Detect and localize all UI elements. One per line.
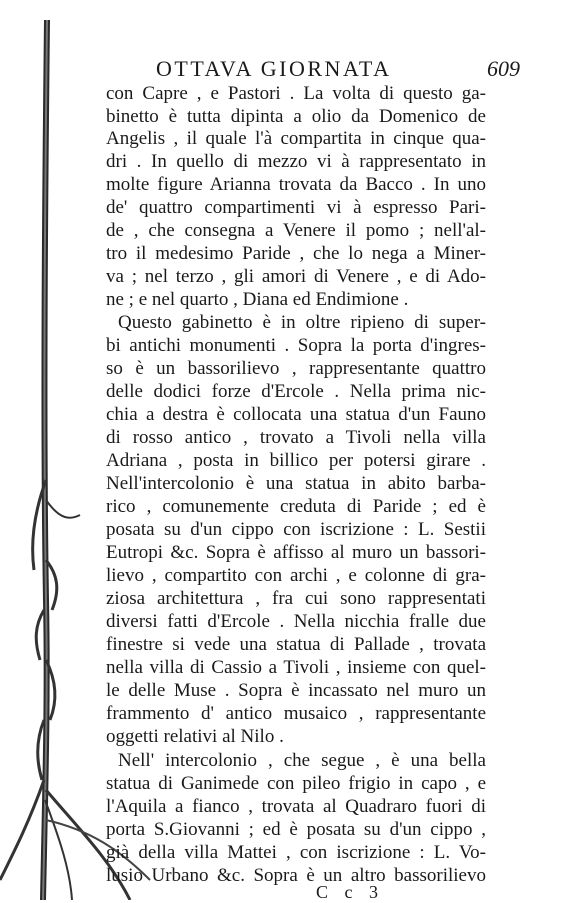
text-line: va ; nel terzo , gli amori di Venere , e di Ado- (106, 266, 486, 287)
text-line: posata su d'un cippo con iscrizione : L. Sestii (106, 519, 486, 540)
text-line: già della villa Mattei , con iscrizione : L. Vo- (106, 842, 486, 863)
text-line: con Capre , e Pastori . La volta di questo ga- (106, 83, 486, 104)
text-line: oggetti relativi al Nilo . (106, 726, 284, 747)
text-line: tro il medesimo Paride , che lo nega a Miner- (106, 243, 486, 264)
text-line: Questo gabinetto è in oltre ripieno di super- (118, 312, 486, 333)
text-line: dri . In quello di mezzo vi à rappresentato in (106, 151, 486, 172)
signature-mark: C c 3 (316, 882, 384, 902)
text-line: binetto è tutta dipinta a olio da Domenico de (106, 106, 486, 127)
text-line: Nell'intercolonio è una statua in abito barba- (106, 473, 486, 494)
text-line: ziosa architettura , fra cui sono rappresentati (106, 588, 486, 609)
text-line: lusio Urbano &c. Sopra è un altro bassorilievo (106, 865, 486, 886)
text-line: molte figure Arianna trovata da Bacco . In uno (106, 174, 486, 195)
text-line: Angelis , il quale l'à compartita in cinque qua- (106, 128, 486, 149)
text-line: chia a destra è collocata una statua d'un Fauno (106, 404, 486, 425)
text-line: frammento d' antico musaico , rappresentante (106, 703, 486, 724)
text-line: diversi fatti d'Ercole . Nella nicchia fralle due (106, 611, 486, 632)
text-line: ne ; e nel quarto , Diana ed Endimione . (106, 289, 409, 310)
text-line: rico , comunemente creduta di Paride ; ed è (106, 496, 486, 517)
page-number: 609 (487, 56, 520, 81)
text-line: so è un bassorilievo , rappresentante quattro (106, 358, 486, 379)
text-line: finestre si vede una statua di Pallade , trovata (106, 634, 486, 655)
text-line: nella villa di Cassio a Tivoli , insieme con quel- (106, 657, 486, 678)
text-line: Nell' intercolonio , che segue , è una bella (118, 750, 486, 771)
running-header (150, 56, 520, 82)
text-line: l'Aquila a fianco , trovata al Quadraro fuori di (106, 796, 486, 817)
text-line: de' quattro compartimenti vi à espresso Pari- (106, 197, 486, 218)
text-line: statua di Ganimede con pileo frigio in capo , e (106, 773, 486, 794)
text-line: lievo , compartito con archi , e colonne di gra- (106, 565, 486, 586)
text-line: le delle Muse . Sopra è incassato nel muro un (106, 680, 486, 701)
text-line: Eutropi &c. Sopra è affisso al muro un bassori- (106, 542, 486, 563)
text-line: de , che consegna a Venere il pomo ; nell'al- (106, 220, 486, 241)
text-line: delle dodici forze d'Ercole . Nella prima nic- (106, 381, 486, 402)
text-line: di rosso antico , trovato a Tivoli nella villa (106, 427, 486, 448)
text-line: Adriana , posta in billico per potersi girare . (106, 450, 486, 471)
text-line: bi antichi monumenti . Sopra la porta d'ingres- (106, 335, 486, 356)
text-line: porta S.Giovanni ; ed è posata su d'un cippo , (106, 819, 486, 840)
running-title: OTTAVA GIORNATA (156, 56, 392, 81)
